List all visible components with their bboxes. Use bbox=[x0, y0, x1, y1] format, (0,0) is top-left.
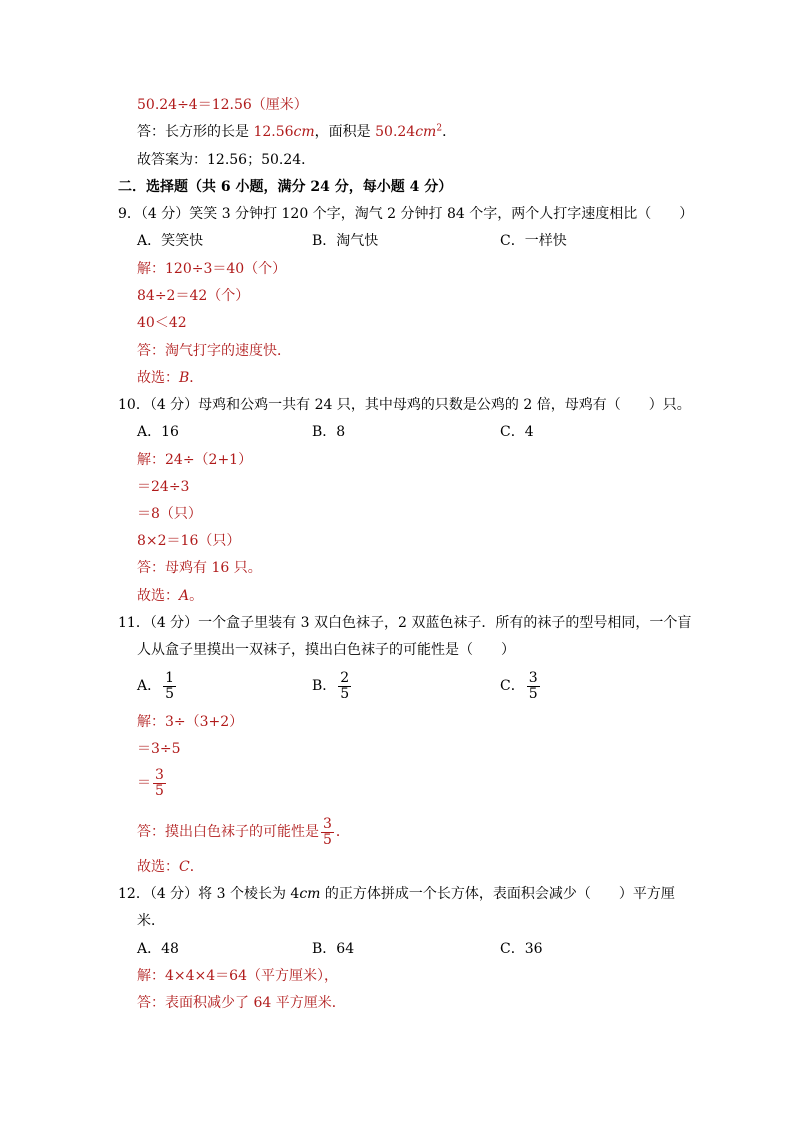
q10-choice-prefix: 故选： bbox=[137, 588, 179, 604]
prev-answer-superscript: 2 bbox=[436, 123, 443, 134]
q11-answer-prefix: 答：摸出白色袜子的可能性是 bbox=[137, 824, 319, 840]
q12-solution-1: 解：4×4×4＝64（平方厘米）， bbox=[137, 968, 338, 984]
prev-answer-length: 12.56 bbox=[253, 124, 294, 140]
q10-option-c: C．4 bbox=[500, 424, 534, 440]
prev-final-answer: 故答案为：12.56；50.24． bbox=[137, 152, 316, 168]
q11-solution-3-fraction bbox=[153, 768, 166, 799]
q11-choice-prefix: 故选： bbox=[137, 859, 179, 875]
q11-solution-2: ＝3÷5 bbox=[137, 741, 181, 757]
prev-answer-prefix: 答：长方形的长是 bbox=[137, 124, 254, 140]
q12-option-a: A．48 bbox=[137, 941, 179, 957]
q10-choice-end: 。 bbox=[189, 588, 204, 604]
q10-option-b: B．8 bbox=[312, 424, 346, 440]
q9-choice-letter: B bbox=[179, 370, 190, 386]
prev-answer-unit-cm: cm bbox=[293, 124, 315, 140]
q11-option-b-numerator: 2 bbox=[340, 669, 350, 686]
q11-option-a-numerator: 1 bbox=[165, 669, 175, 686]
q11-option-b-denominator: 5 bbox=[340, 685, 350, 702]
q11-solution-3 bbox=[137, 766, 168, 800]
q9-choice-prefix: 故选： bbox=[137, 370, 179, 386]
q9-option-b: B．淘气快 bbox=[312, 233, 379, 249]
q11-option-c bbox=[500, 669, 542, 703]
q9-choice bbox=[137, 369, 203, 387]
q11-stem-line-2: 人从盒子里摸出一双袜子，摸出白色袜子的可能性是（ ） bbox=[137, 642, 515, 658]
q10-answer: 答：母鸡有 16 只。 bbox=[137, 560, 262, 576]
q10-solution-3: ＝8（只） bbox=[137, 506, 202, 522]
q11-stem-line-1: 11．（4 分）一个盒子里装有 3 双白色袜子，2 双蓝色袜子．所有的袜子的型号相同，一个盲 bbox=[118, 615, 692, 631]
q11-option-c-fraction bbox=[527, 671, 540, 702]
q10-stem: 10．（4 分）母鸡和公鸡一共有 24 只，其中母鸡的只数是公鸡的 2 倍，母鸡有（ ）只。 bbox=[118, 397, 691, 413]
prev-answer-end: ． bbox=[442, 124, 457, 140]
prev-answer-line bbox=[137, 123, 456, 141]
q10-solution-2: ＝24÷3 bbox=[137, 479, 190, 495]
q10-option-a: A．16 bbox=[137, 424, 179, 440]
q9-solution-2: 84÷2＝42（个） bbox=[137, 288, 250, 304]
q11-option-b bbox=[312, 669, 353, 703]
q11-answer-denominator: 5 bbox=[323, 831, 332, 848]
q11-solution-1: 解：3÷（3+2） bbox=[137, 714, 244, 730]
q11-solution-3-numerator: 3 bbox=[155, 766, 164, 783]
q11-answer bbox=[137, 815, 350, 849]
q12-answer: 答：表面积减少了 64 平方厘米． bbox=[137, 995, 346, 1011]
q9-option-a: A．笑笑快 bbox=[137, 233, 204, 249]
q11-option-c-denominator: 5 bbox=[528, 685, 538, 702]
q9-solution-3: 40＜42 bbox=[137, 315, 187, 331]
section-title: 二．选择题（共 6 小题，满分 24 分，每小题 4 分） bbox=[118, 179, 453, 195]
q11-solution-3-prefix: ＝ bbox=[137, 775, 151, 791]
q11-option-a-fraction bbox=[163, 671, 176, 702]
prev-answer-unit-cm2: cm bbox=[415, 124, 437, 140]
q12-option-b: B．64 bbox=[312, 941, 355, 957]
q9-answer: 答：淘气打字的速度快． bbox=[137, 343, 291, 359]
q10-solution-1: 解：24÷（2+1） bbox=[137, 452, 253, 468]
q12-stem-unit-cm: cm bbox=[299, 886, 321, 902]
q10-choice bbox=[137, 587, 203, 605]
q11-option-c-label: C． bbox=[500, 678, 525, 694]
q9-option-c: C．一样快 bbox=[500, 233, 567, 249]
q11-option-c-numerator: 3 bbox=[528, 669, 538, 686]
q11-option-a-label: A． bbox=[137, 678, 162, 694]
q11-option-a-denominator: 5 bbox=[165, 685, 175, 702]
q11-answer-numerator: 3 bbox=[323, 815, 332, 832]
q11-solution-3-denominator: 5 bbox=[155, 782, 164, 799]
q12-stem-line-1 bbox=[118, 885, 675, 903]
q11-answer-end: ． bbox=[335, 824, 350, 840]
prev-answer-mid: ，面积是 bbox=[314, 124, 376, 140]
q11-option-b-label: B． bbox=[312, 678, 337, 694]
q12-stem-part-b: 的正方体拼成一个长方体，表面积会减少（ ）平方厘 bbox=[320, 886, 675, 902]
q12-stem-part-a: 12．（4 分）将 3 个棱长为 4 bbox=[118, 886, 300, 902]
q11-choice bbox=[137, 858, 204, 876]
q11-option-b-fraction bbox=[338, 671, 351, 702]
prev-solution-calc: 50.24÷4＝12.56（厘米） bbox=[137, 97, 308, 113]
q11-option-a bbox=[137, 669, 178, 703]
q10-solution-4: 8×2＝16（只） bbox=[137, 533, 241, 549]
q12-stem-line-2: 米． bbox=[137, 913, 165, 929]
q12-option-c: C．36 bbox=[500, 941, 543, 957]
q11-choice-letter: C bbox=[179, 859, 190, 875]
q9-stem: 9．（4 分）笑笑 3 分钟打 120 个字，淘气 2 分钟打 84 个字，两个人打字速度相比（ ） bbox=[118, 206, 694, 222]
q10-choice-letter: A bbox=[179, 588, 190, 604]
prev-answer-area: 50.24 bbox=[375, 124, 416, 140]
q9-choice-end: ． bbox=[189, 370, 204, 386]
q11-answer-fraction bbox=[321, 817, 334, 848]
q11-choice-end: ． bbox=[189, 859, 204, 875]
q9-solution-1: 解：120÷3＝40（个） bbox=[137, 261, 287, 277]
